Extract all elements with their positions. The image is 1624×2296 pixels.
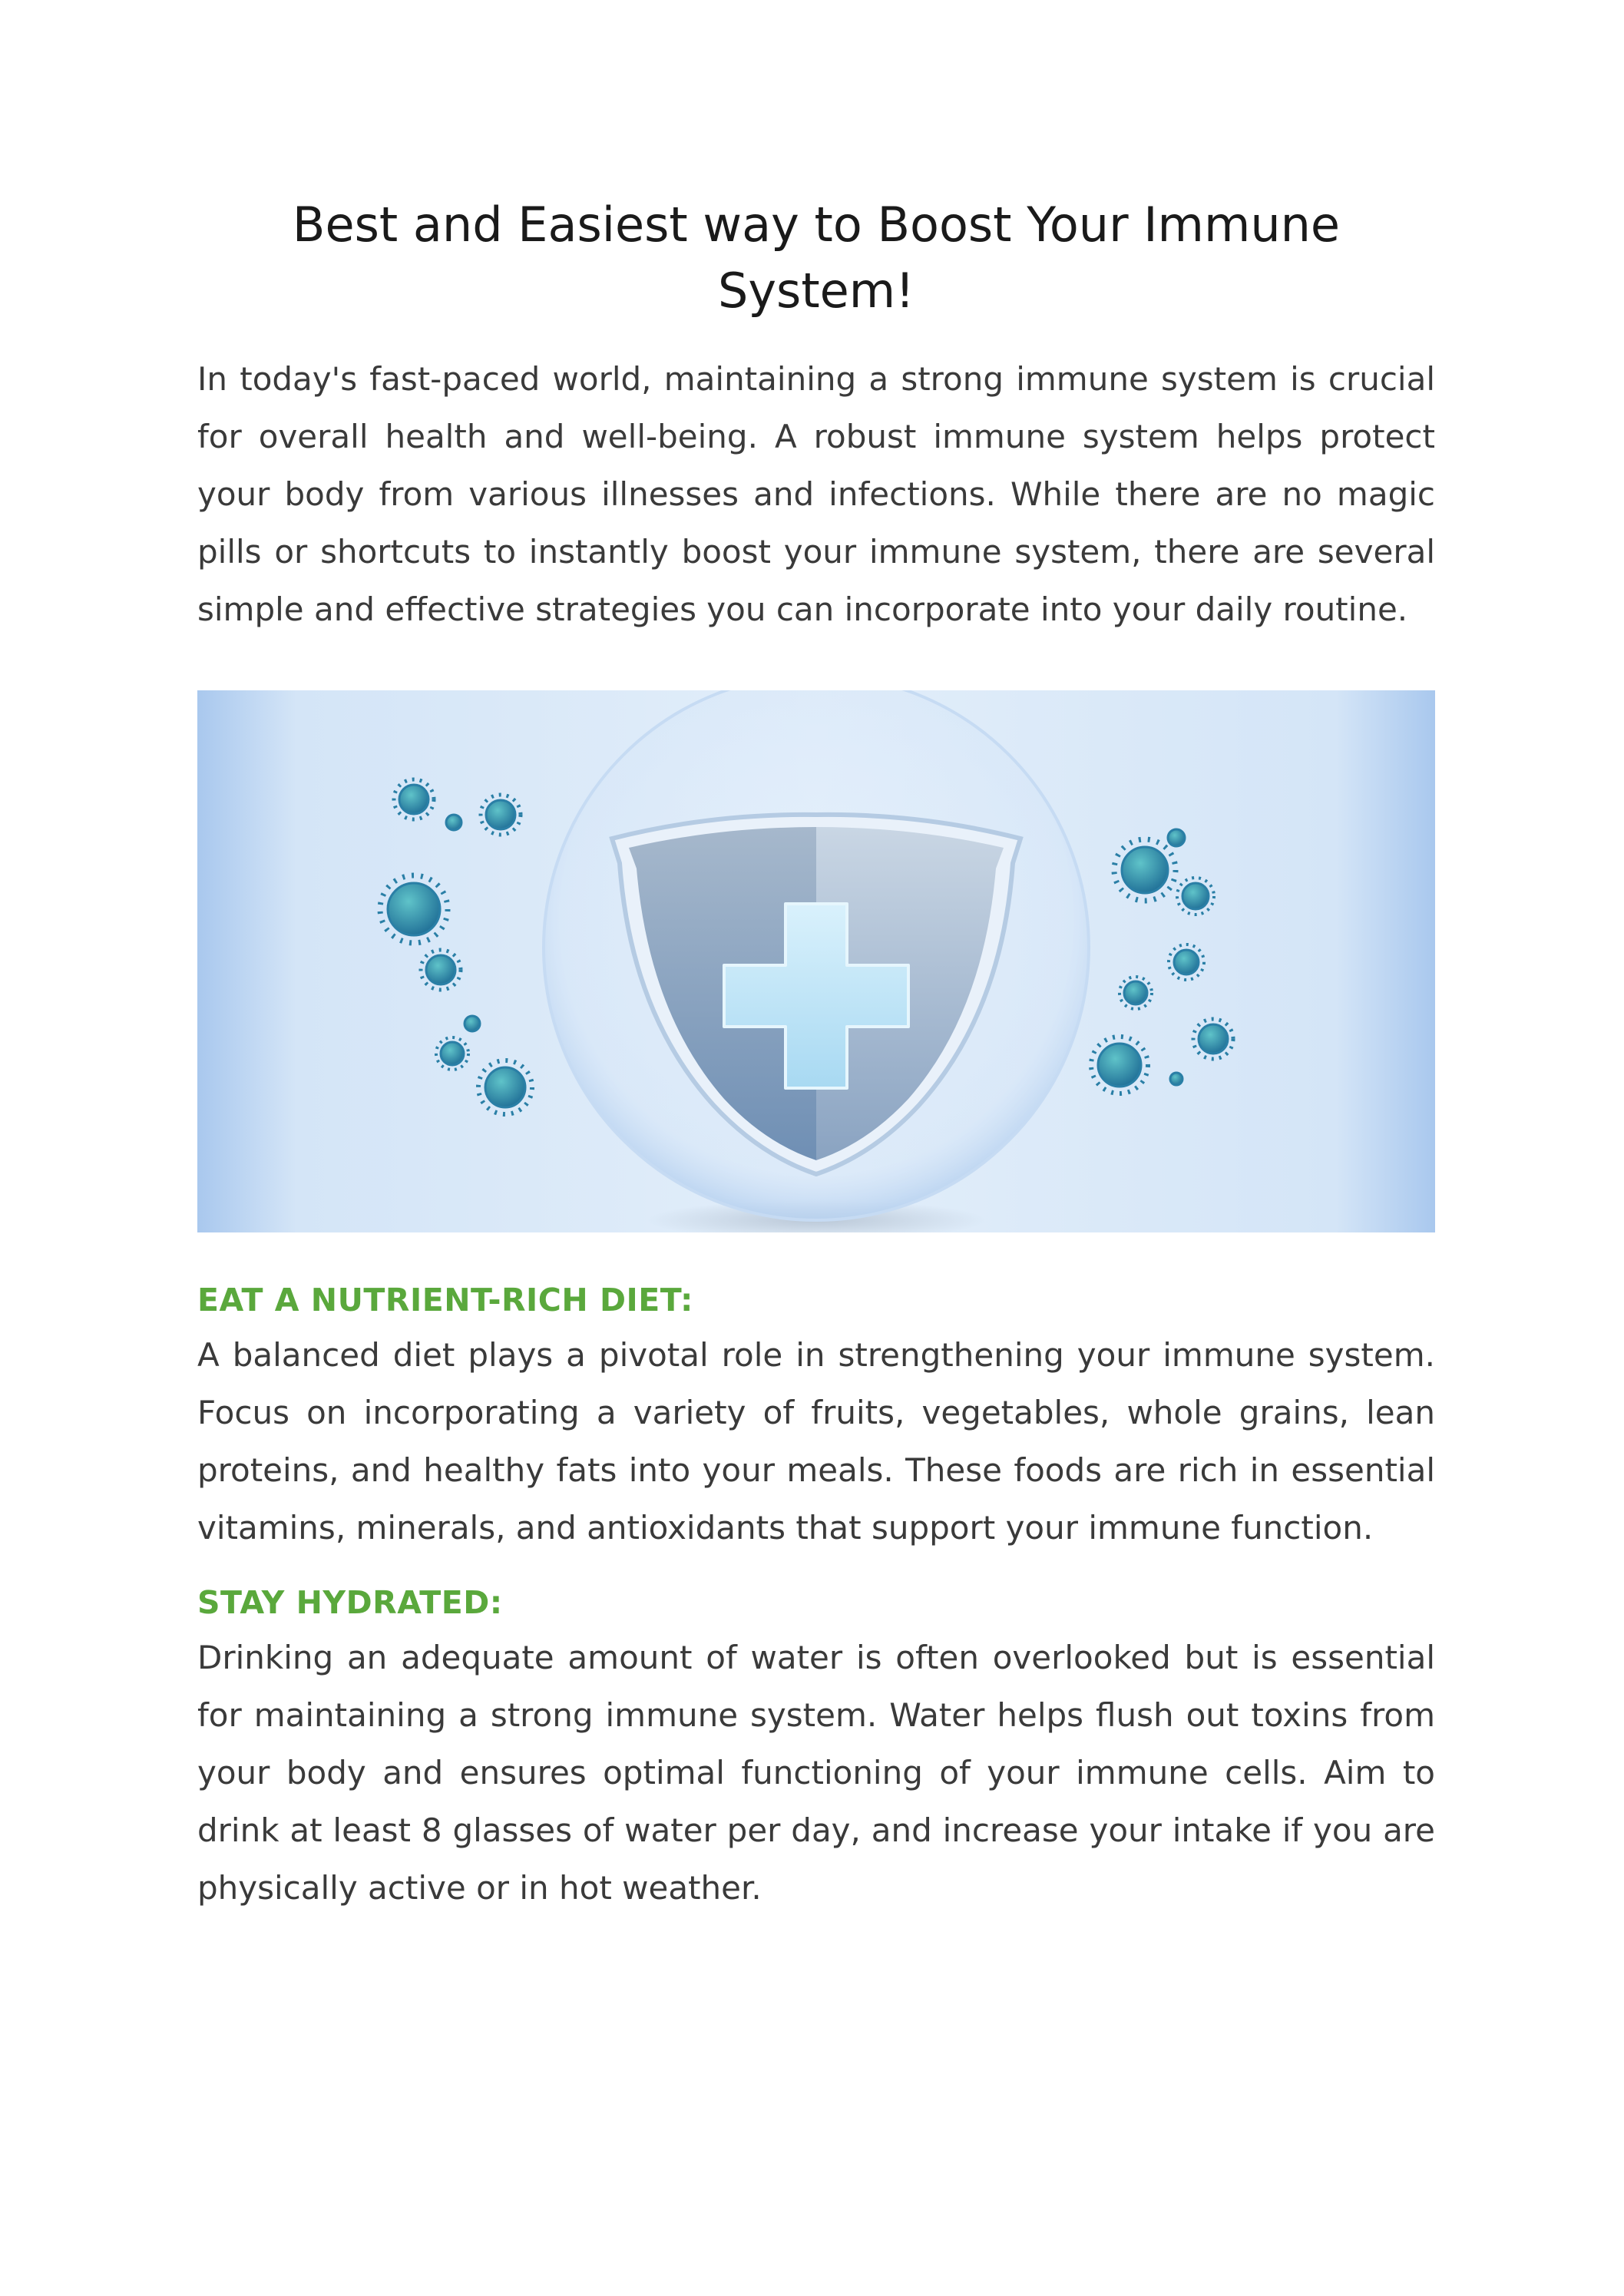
intro-paragraph: In today's fast-paced world, maintaining a strong immune system is crucial for overall health and well-being. A robust immune system helps protect your body from various illnesses and infections. While there are no magic pills or shortcuts to instantly boost your immune system, there are several simple and effective strategies you can incorporate into your daily routine.: [197, 360, 1435, 628]
section-body-hydration: Drinking an adequate amount of water is often overlooked but is essential for maintaining a strong immune system. Water helps flush out toxins from your body and ensures optimal functioning of your immune cells. Aim to drink at least 8 glasses of water per day, and increase your intake if you are physically active or in hot weather.: [197, 1639, 1435, 1907]
article: [197, 192, 1435, 1917]
section-heading-hydration: STAY HYDRATED:: [197, 1584, 503, 1621]
virus-icon: [1170, 1073, 1182, 1085]
virus-icon: [394, 779, 434, 819]
virus-icon: [421, 950, 461, 990]
virus-icon: [1168, 829, 1185, 846]
virus-icon: [446, 815, 461, 830]
virus-icon: [481, 795, 521, 835]
section-heading-diet: EAT A NUTRIENT-RICH DIET:: [197, 1282, 693, 1318]
hero-image: [197, 690, 1435, 1232]
section-body-diet: A balanced diet plays a pivotal role in strengthening your immune system. Focus on incorporating a variety of fruits, vegetables, whole grains, lean proteins, and healthy fats into your meals. These foods are rich in essential vitamins, minerals, and antioxidants that support your immune function.: [197, 1336, 1435, 1547]
virus-icon: [465, 1016, 480, 1031]
virus-icon: [1193, 1019, 1233, 1059]
page-title: Best and Easiest way to Boost Your Immune System!: [292, 197, 1341, 319]
